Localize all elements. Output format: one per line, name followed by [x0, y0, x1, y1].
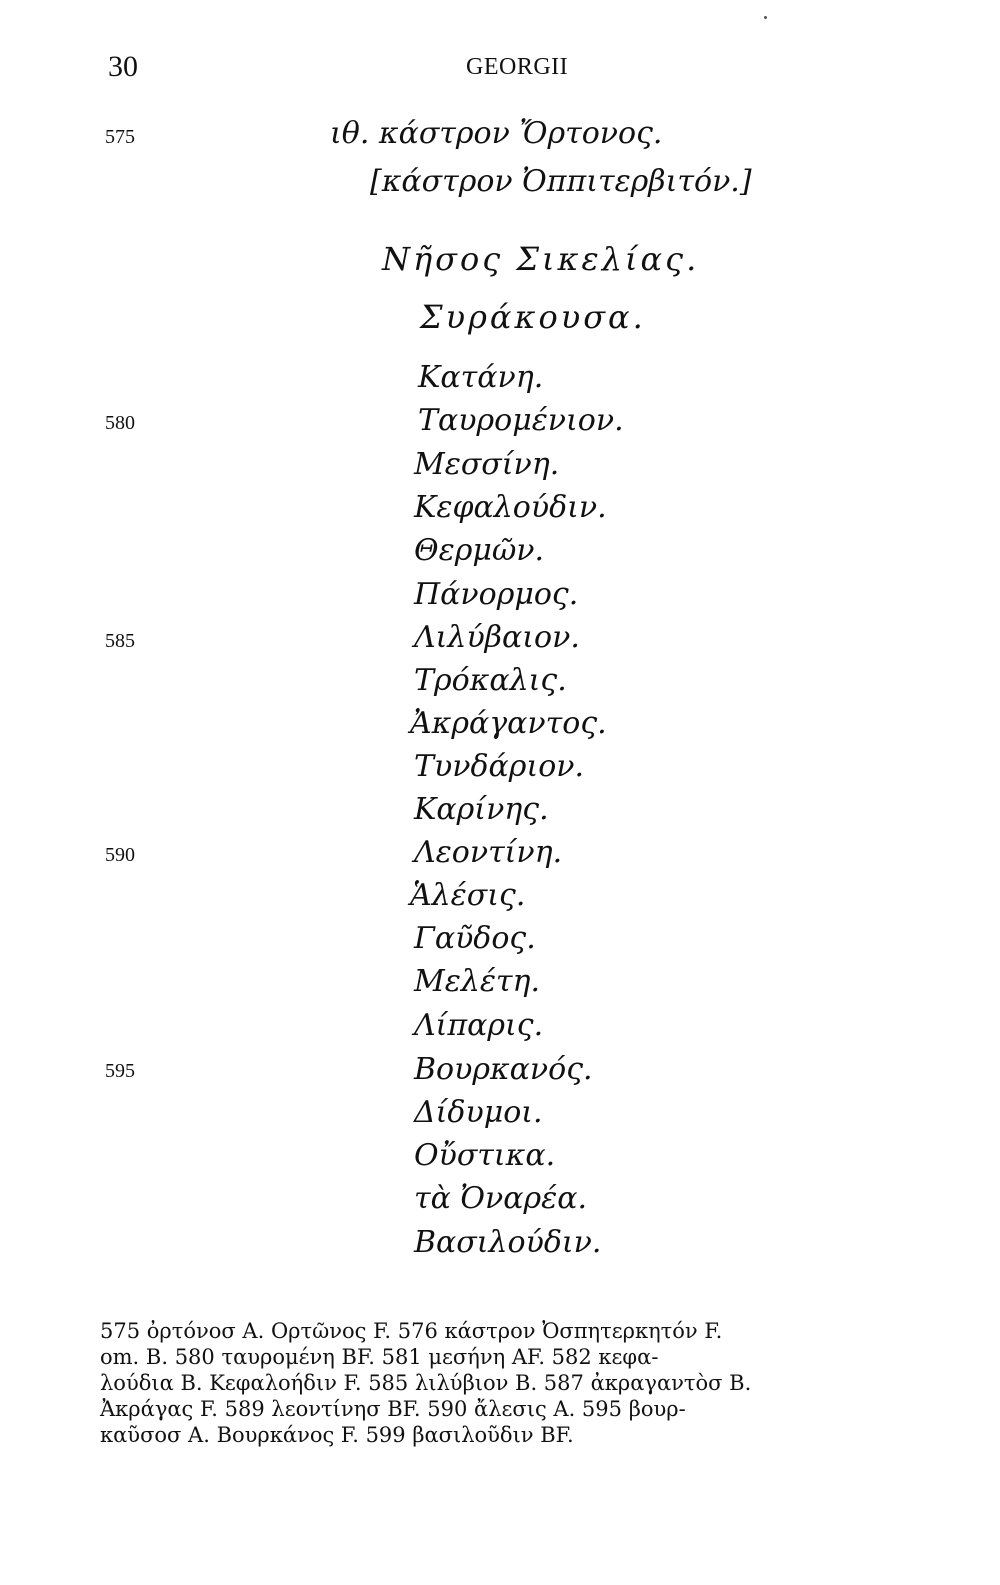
line-number: 580	[105, 412, 135, 434]
page-number: 30	[108, 50, 138, 83]
critical-apparatus	[100, 1318, 940, 1448]
text-line: Λίπαρις.	[414, 1008, 544, 1043]
text-line: Τρόκαλις.	[414, 663, 567, 698]
text-line: Πάνορμος.	[414, 577, 579, 612]
text-line: Λιλύβαιον.	[414, 620, 580, 655]
text-line: Γαῦδος.	[414, 921, 536, 956]
line-number: 575	[105, 126, 135, 148]
text-line: ιθ. κάστρον Ὄρτονος.	[330, 116, 663, 151]
text-line: Κατάνη.	[418, 360, 544, 395]
text-line: τὰ Ὀναρέα.	[414, 1181, 588, 1216]
line-number: 585	[105, 630, 135, 652]
text-line: Λεοντίνη.	[414, 835, 563, 870]
text-line: Ταυρομένιον.	[418, 403, 624, 438]
text-line: Ἀκράγαντος.	[410, 706, 607, 741]
text-line: Μεσσίνη.	[414, 447, 560, 482]
text-line: Δίδυμοι.	[414, 1095, 543, 1130]
ink-speck	[764, 16, 767, 19]
apparatus-line: λούδια B. Κεφαλοήδιν F. 585 λιλύβιον B. 587 ἀκραγαντὸσ B.	[100, 1371, 752, 1395]
apparatus-line: om. B. 580 ταυρομένη BF. 581 μεσήνη AF. 582 κεφα-	[100, 1345, 659, 1369]
text-line: Κεφαλούδιν.	[414, 490, 607, 525]
line-number: 590	[105, 844, 135, 866]
text-line: Τυνδάριον.	[414, 749, 585, 784]
line-number: 595	[105, 1060, 135, 1082]
text-line: Θερμῶν.	[414, 533, 545, 568]
text-line: Καρίνης.	[414, 792, 549, 827]
running-title: GEORGII	[466, 54, 569, 80]
section-heading: Νῆσος Σικελίας.	[382, 240, 700, 278]
text-line: Μελέτη.	[414, 964, 541, 999]
text-line: Ἁλέσις.	[410, 878, 526, 913]
text-line: Βουρκανός.	[414, 1052, 593, 1087]
text-line: Βασιλούδιν.	[414, 1225, 602, 1260]
apparatus-line: Ἀκράγας F. 589 λεοντίνησ BF. 590 ἄλεσις A. 595 βουρ-	[100, 1397, 686, 1421]
apparatus-line: 575 ὀρτόνοσ A. Ορτῶνος F. 576 κάστρον Ὀσπητερκητόν F.	[100, 1319, 723, 1343]
text-line: Οὔστικα.	[414, 1138, 556, 1173]
apparatus-line: καῦσοσ A. Βουρκάνος F. 599 βασιλοῦδιν BF.	[100, 1423, 574, 1447]
subsection-heading: Συράκουσα.	[420, 298, 646, 336]
text-line: [κάστρον Ὀππιτερβιτόν.]	[370, 164, 752, 199]
